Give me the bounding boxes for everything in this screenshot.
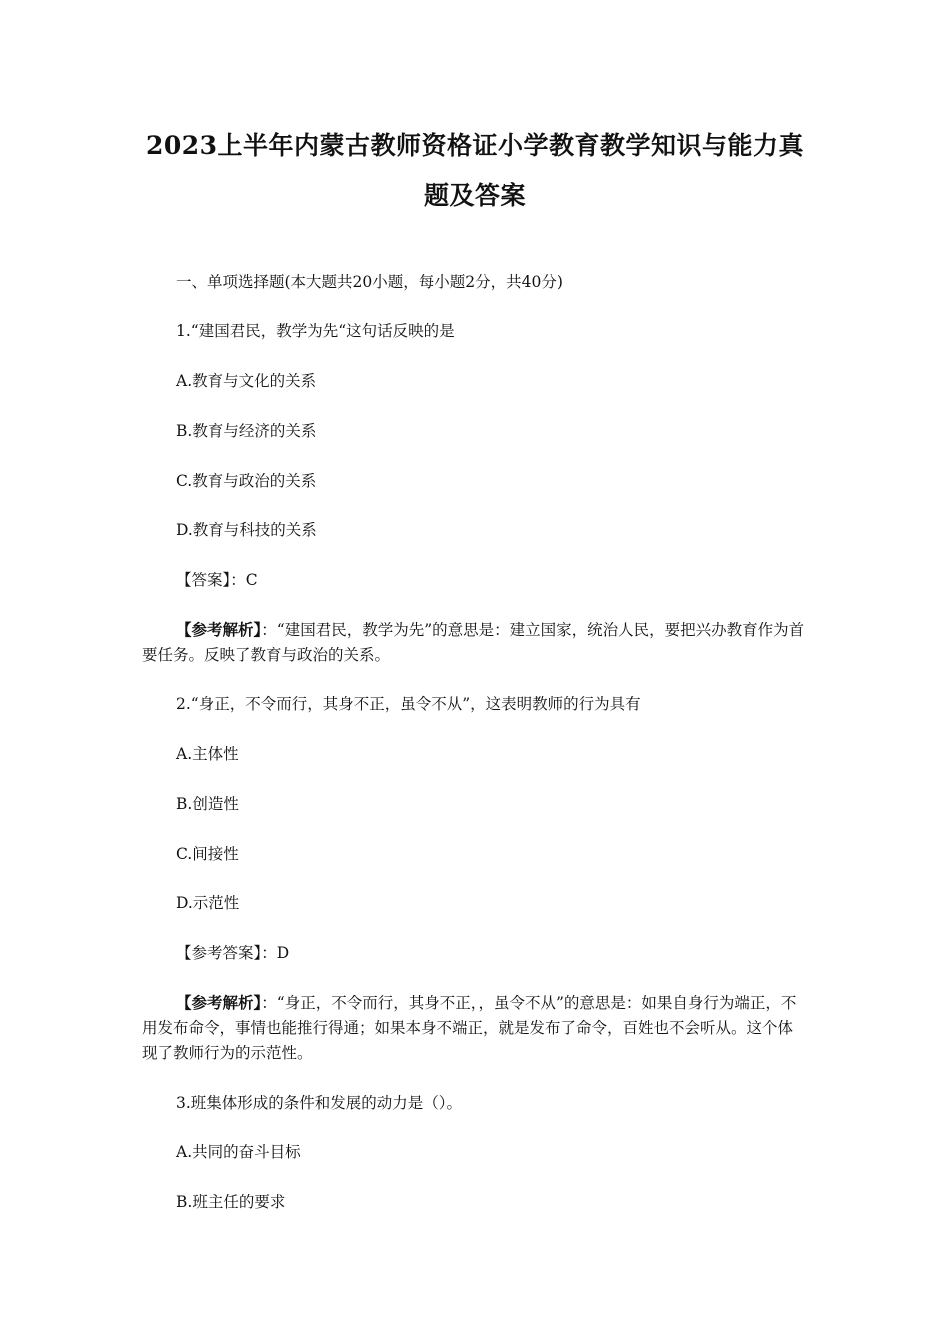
answer-label: 【参考答案】 [176,944,262,962]
analysis-text: ：“身正，不令而行，其身不正，，虽令不从”的意思是：如果自身行为端正，不用发布命令，事情也能推行得通；如果本身不端正，就是发布了命令，百姓也不会听从。这个体现了教师行为的示范性。 [142,994,797,1062]
question-1-option-d: D.教育与科技的关系 [176,521,317,539]
question-1-answer [176,568,258,590]
question-3-option-b: B.班主任的要求 [176,1193,286,1211]
question-1-stem: 1.“建国君民，教学为先“这句话反映的是 [176,322,455,340]
analysis-text: ：“建国君民，教学为先”的意思是：建立国家，统治人民，要把兴办教育作为首要任务。反映了教育与政治的关系。 [142,621,805,664]
question-2-answer [176,941,289,963]
question-2-option-d: D.示范性 [176,894,240,912]
question-3-option-a: A.共同的奋斗目标 [176,1143,301,1161]
answer-value: ：C [230,571,258,589]
document-title-line-2: 题及答案 [423,181,526,210]
question-2-option-b: B.创造性 [176,795,239,813]
question-3-stem: 3.班集体形成的条件和发展的动力是（）。 [176,1094,463,1112]
question-1-option-b: B.教育与经济的关系 [176,422,317,440]
question-2-option-a: A.主体性 [176,745,239,763]
analysis-label: 【参考解析】 [176,993,262,1012]
question-1-option-a: A.教育与文化的关系 [176,372,317,390]
analysis-label: 【参考解析】 [176,620,262,639]
question-1-option-c: C.教育与政治的关系 [176,472,317,490]
document-title-line-1: 2023上半年内蒙古教师资格证小学教育教学知识与能力真 [145,131,805,160]
section-heading: 一、单项选择题(本大题共20小题，每小题2分，共40分) [176,273,563,291]
question-2-stem: 2.“身正，不令而行，其身不正，虽令不从”，这表明教师的行为具有 [176,695,641,713]
question-1-analysis [142,617,808,668]
answer-value: ：D [261,944,290,962]
question-2-analysis [142,990,808,1066]
answer-label: 【答案】 [176,571,231,589]
question-2-option-c: C.间接性 [176,845,239,863]
